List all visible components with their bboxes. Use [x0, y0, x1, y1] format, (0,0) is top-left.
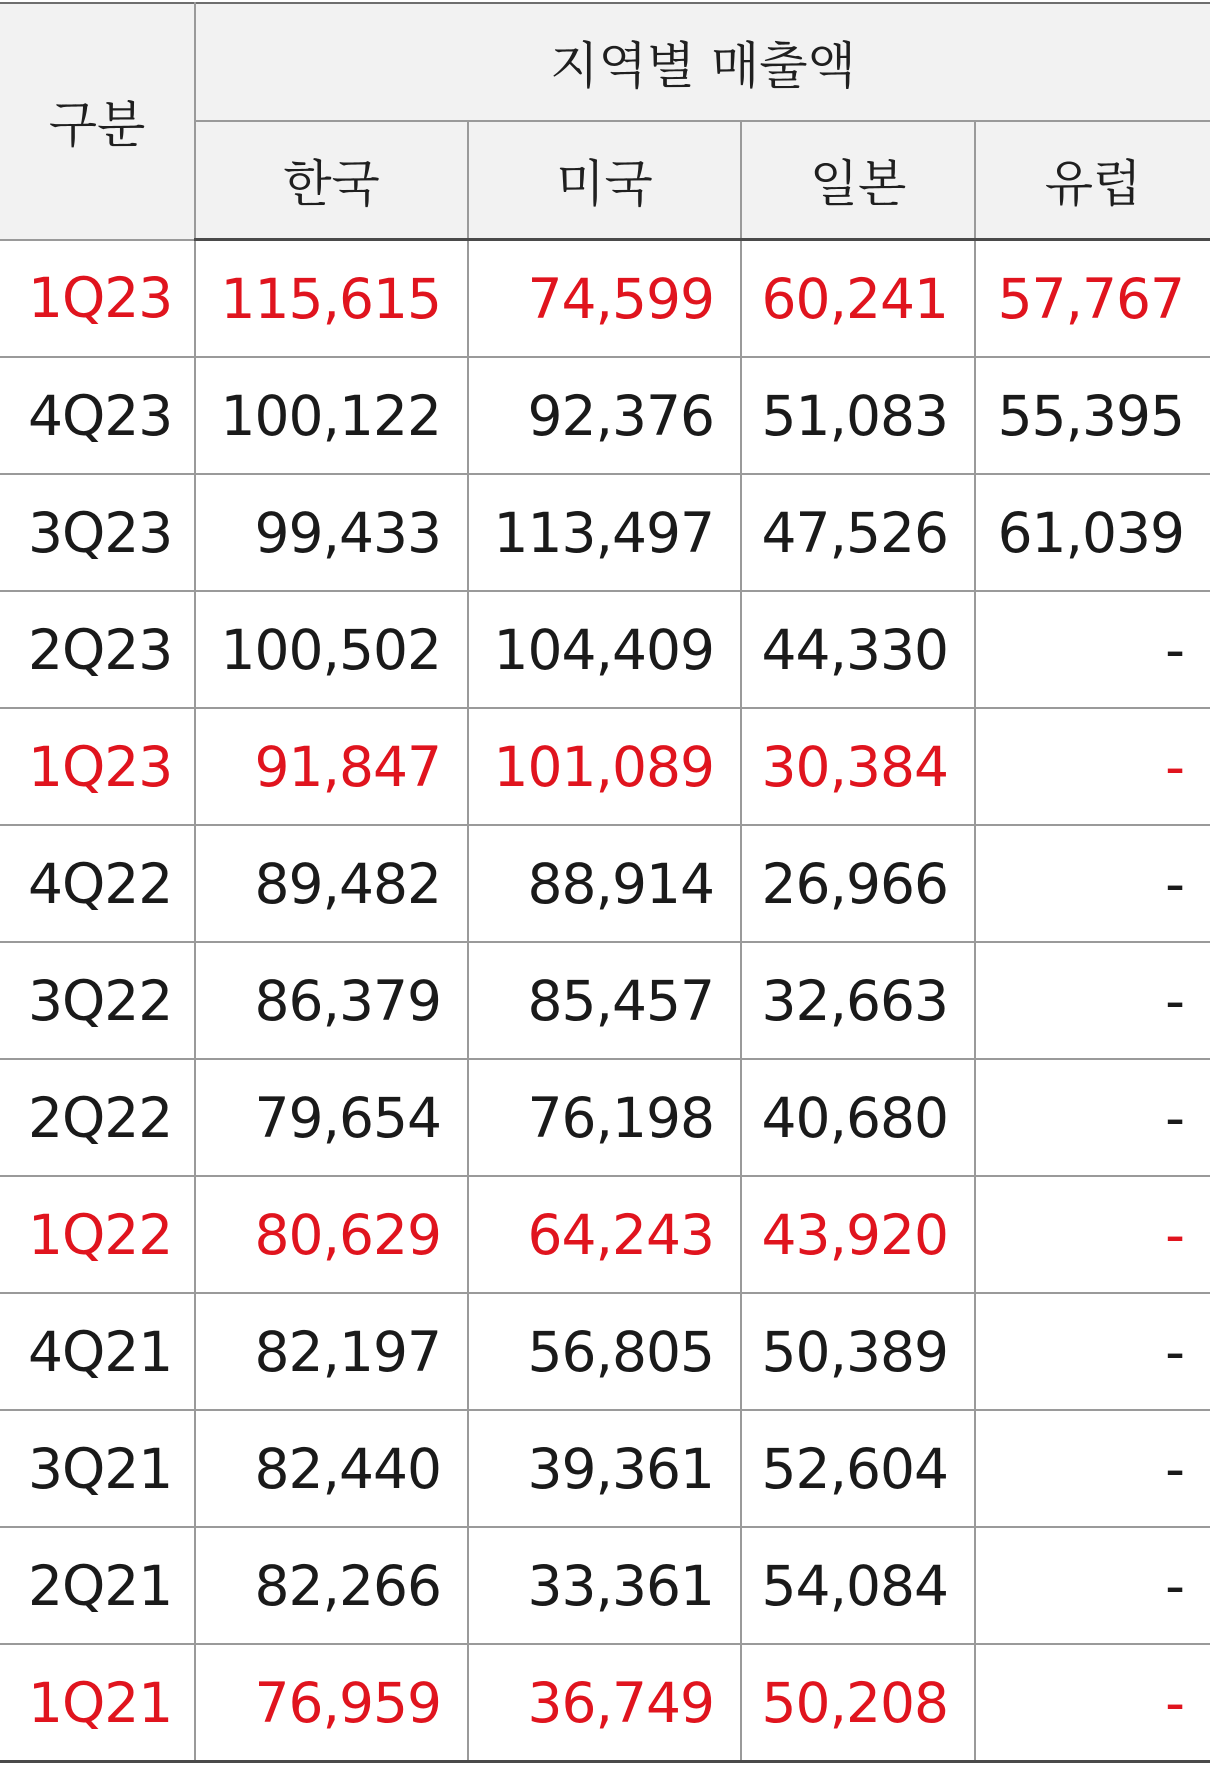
cell-korea-sales: 76,959 — [195, 1644, 468, 1762]
cell-usa-sales: 113,497 — [468, 474, 741, 591]
cell-europe-sales: - — [975, 708, 1210, 825]
cell-japan-sales: 60,241 — [741, 240, 975, 358]
cell-usa-sales: 101,089 — [468, 708, 741, 825]
cell-japan-sales: 54,084 — [741, 1527, 975, 1644]
cell-korea-sales: 115,615 — [195, 240, 468, 358]
cell-korea-sales: 91,847 — [195, 708, 468, 825]
cell-usa-sales: 36,749 — [468, 1644, 741, 1762]
row-period-label: 3Q23 — [0, 474, 195, 591]
cell-japan-sales: 44,330 — [741, 591, 975, 708]
table-row — [0, 1293, 1210, 1410]
cell-korea-sales: 79,654 — [195, 1059, 468, 1176]
cell-usa-sales: 92,376 — [468, 357, 741, 474]
table-row — [0, 1059, 1210, 1176]
cell-japan-sales: 52,604 — [741, 1410, 975, 1527]
table-row — [0, 708, 1210, 825]
cell-europe-sales: - — [975, 825, 1210, 942]
row-period-label: 1Q21 — [0, 1644, 195, 1762]
cell-europe-sales: - — [975, 1527, 1210, 1644]
cell-japan-sales: 51,083 — [741, 357, 975, 474]
row-period-label: 4Q22 — [0, 825, 195, 942]
cell-japan-sales: 50,208 — [741, 1644, 975, 1762]
cell-europe-sales: 55,395 — [975, 357, 1210, 474]
cell-usa-sales: 104,409 — [468, 591, 741, 708]
header-region-korea: 한국 — [195, 121, 468, 240]
cell-japan-sales: 26,966 — [741, 825, 975, 942]
cell-europe-sales: - — [975, 1410, 1210, 1527]
cell-europe-sales: - — [975, 942, 1210, 1059]
cell-usa-sales: 33,361 — [468, 1527, 741, 1644]
row-period-label: 4Q21 — [0, 1293, 195, 1410]
cell-korea-sales: 82,197 — [195, 1293, 468, 1410]
cell-korea-sales: 82,266 — [195, 1527, 468, 1644]
table-row — [0, 474, 1210, 591]
table-row — [0, 825, 1210, 942]
cell-europe-sales: 61,039 — [975, 474, 1210, 591]
table-row — [0, 591, 1210, 708]
cell-japan-sales: 43,920 — [741, 1176, 975, 1293]
cell-korea-sales: 82,440 — [195, 1410, 468, 1527]
row-period-label: 2Q21 — [0, 1527, 195, 1644]
cell-korea-sales: 86,379 — [195, 942, 468, 1059]
table-row — [0, 1527, 1210, 1644]
cell-europe-sales: - — [975, 1293, 1210, 1410]
cell-korea-sales: 100,122 — [195, 357, 468, 474]
table-row — [0, 357, 1210, 474]
cell-korea-sales: 99,433 — [195, 474, 468, 591]
cell-japan-sales: 40,680 — [741, 1059, 975, 1176]
table-row — [0, 1410, 1210, 1527]
row-period-label: 3Q22 — [0, 942, 195, 1059]
cell-usa-sales: 74,599 — [468, 240, 741, 358]
cell-japan-sales: 50,389 — [741, 1293, 975, 1410]
cell-usa-sales: 56,805 — [468, 1293, 741, 1410]
cell-usa-sales: 88,914 — [468, 825, 741, 942]
header-regional-sales: 지역별 매출액 — [195, 3, 1210, 121]
cell-europe-sales: 57,767 — [975, 240, 1210, 358]
row-period-label: 3Q21 — [0, 1410, 195, 1527]
cell-japan-sales: 47,526 — [741, 474, 975, 591]
cell-korea-sales: 100,502 — [195, 591, 468, 708]
table-row — [0, 1644, 1210, 1762]
cell-usa-sales: 64,243 — [468, 1176, 741, 1293]
row-period-label: 1Q23 — [0, 708, 195, 825]
cell-japan-sales: 32,663 — [741, 942, 975, 1059]
cell-europe-sales: - — [975, 1644, 1210, 1762]
row-period-label: 1Q23 — [0, 240, 195, 358]
cell-usa-sales: 76,198 — [468, 1059, 741, 1176]
cell-usa-sales: 39,361 — [468, 1410, 741, 1527]
table-body — [0, 240, 1210, 1762]
table-row — [0, 240, 1210, 358]
header-category: 구분 — [0, 3, 195, 240]
cell-europe-sales: - — [975, 1176, 1210, 1293]
cell-usa-sales: 85,457 — [468, 942, 741, 1059]
cell-europe-sales: - — [975, 591, 1210, 708]
header-region-usa: 미국 — [468, 121, 741, 240]
header-region-europe: 유럽 — [975, 121, 1210, 240]
cell-europe-sales: - — [975, 1059, 1210, 1176]
row-period-label: 2Q23 — [0, 591, 195, 708]
row-period-label: 1Q22 — [0, 1176, 195, 1293]
table-row — [0, 942, 1210, 1059]
table-row — [0, 1176, 1210, 1293]
regional-sales-table — [0, 2, 1210, 1763]
cell-korea-sales: 80,629 — [195, 1176, 468, 1293]
header-region-japan: 일본 — [741, 121, 975, 240]
row-period-label: 2Q22 — [0, 1059, 195, 1176]
row-period-label: 4Q23 — [0, 357, 195, 474]
cell-korea-sales: 89,482 — [195, 825, 468, 942]
table-header — [0, 3, 1210, 240]
cell-japan-sales: 30,384 — [741, 708, 975, 825]
